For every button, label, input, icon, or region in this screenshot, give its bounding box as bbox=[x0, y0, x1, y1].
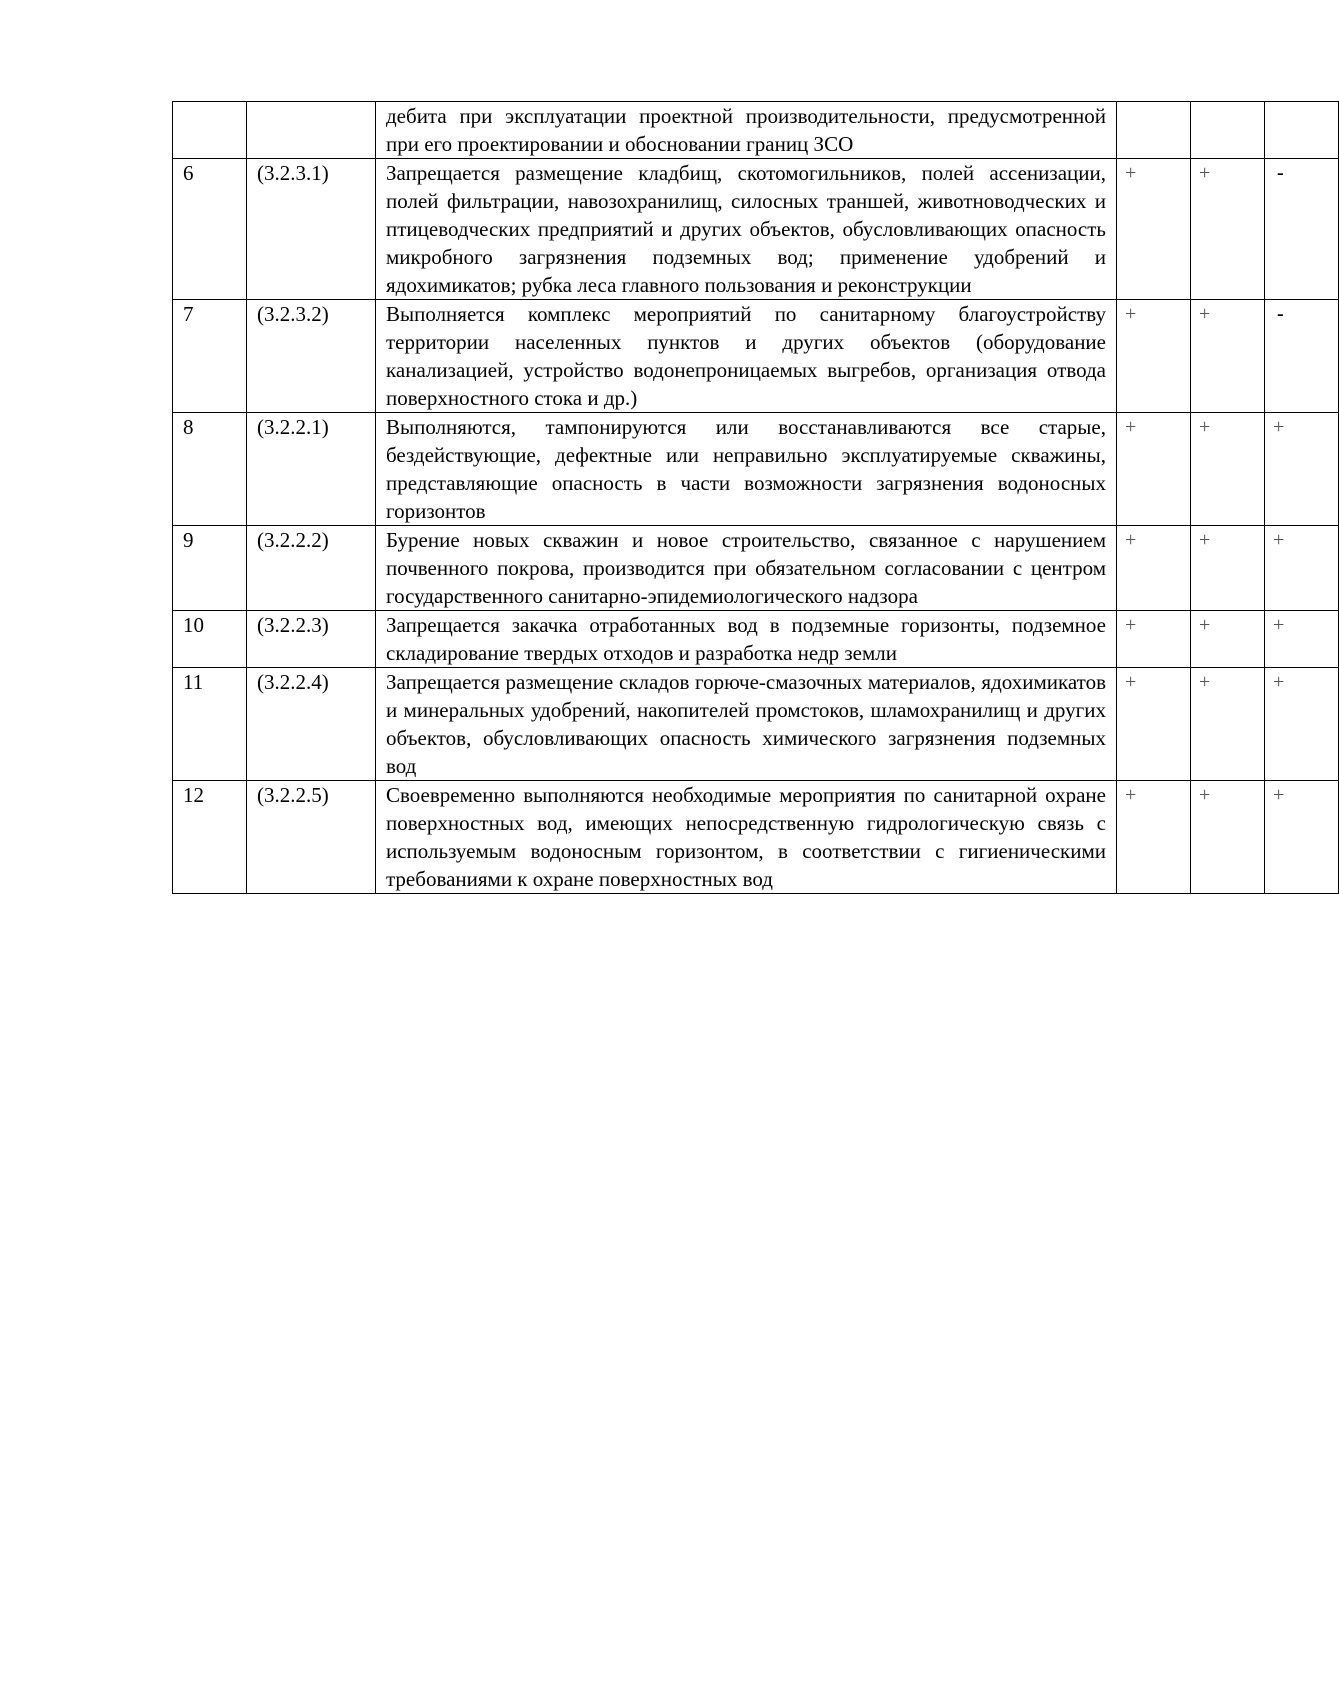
requirement-text-cell: Бурение новых скважин и новое строительство, связанное с нарушением почвенного покрова, производится при обязательном согласовании с центром государственного санитарно-эпидемиологического надзора bbox=[376, 526, 1117, 611]
row-number-cell: 10 bbox=[173, 611, 247, 668]
table-row bbox=[173, 526, 1339, 611]
mark-cell-3 bbox=[1265, 526, 1339, 611]
mark-cell-2 bbox=[1191, 611, 1265, 668]
requirement-text-cell: Запрещается закачка отработанных вод в подземные горизонты, подземное складирование твердых отходов и разработка недр земли bbox=[376, 611, 1117, 668]
mark-cell-1 bbox=[1117, 159, 1191, 300]
mark-cell-1 bbox=[1117, 611, 1191, 668]
mark-cell-1 bbox=[1117, 781, 1191, 894]
table-row bbox=[173, 413, 1339, 526]
mark-3: + bbox=[1273, 614, 1285, 636]
mark-cell-2 bbox=[1191, 781, 1265, 894]
mark-2: + bbox=[1199, 162, 1211, 184]
clause-reference-cell bbox=[247, 102, 376, 159]
table-row bbox=[173, 102, 1339, 159]
row-number-cell: 11 bbox=[173, 668, 247, 781]
mark-2: + bbox=[1199, 529, 1211, 551]
mark-cell-2 bbox=[1191, 668, 1265, 781]
mark-cell-3 bbox=[1265, 102, 1339, 159]
row-number-cell: 7 bbox=[173, 300, 247, 413]
mark-2: + bbox=[1199, 303, 1211, 325]
mark-cell-1 bbox=[1117, 300, 1191, 413]
mark-cell-2 bbox=[1191, 159, 1265, 300]
row-number-cell: 8 bbox=[173, 413, 247, 526]
mark-cell-1 bbox=[1117, 413, 1191, 526]
requirement-text-cell: Запрещается размещение кладбищ, скотомогильников, полей ассенизации, полей фильтрации, навозохранилищ, силосных траншей, животноводческих и птицеводческих предприятий и других объектов, обусловливающих опасность микробного загрязнения подземных вод; применение удобрений и ядохимикатов; рубка леса главного пользования и реконструкции bbox=[376, 159, 1117, 300]
table-row bbox=[173, 781, 1339, 894]
mark-cell-1 bbox=[1117, 526, 1191, 611]
mark-2: + bbox=[1199, 784, 1211, 806]
table-row bbox=[173, 611, 1339, 668]
table-row bbox=[173, 300, 1339, 413]
clause-reference-cell: (3.2.2.5) bbox=[247, 781, 376, 894]
clause-reference-cell: (3.2.3.2) bbox=[247, 300, 376, 413]
mark-3: - bbox=[1277, 303, 1284, 325]
table-row bbox=[173, 668, 1339, 781]
mark-3: + bbox=[1273, 784, 1285, 806]
clause-reference-cell: (3.2.2.4) bbox=[247, 668, 376, 781]
mark-1: + bbox=[1125, 671, 1137, 693]
requirement-text-cell: Выполняются, тампонируются или восстанавливаются все старые, бездействующие, дефектные или неправильно эксплуатируемые скважины, представляющие опасность в части возможности загрязнения водоносных горизонтов bbox=[376, 413, 1117, 526]
mark-cell-2 bbox=[1191, 413, 1265, 526]
mark-1: + bbox=[1125, 784, 1137, 806]
mark-3: - bbox=[1277, 162, 1284, 184]
mark-1: + bbox=[1125, 529, 1137, 551]
mark-cell-3 bbox=[1265, 159, 1339, 300]
mark-2: + bbox=[1199, 416, 1211, 438]
row-number-cell: 9 bbox=[173, 526, 247, 611]
mark-cell-3 bbox=[1265, 781, 1339, 894]
requirement-text-cell: дебита при эксплуатации проектной производительности, предусмотренной при его проектировании и обосновании границ ЗСО bbox=[376, 102, 1117, 159]
clause-reference-cell: (3.2.3.1) bbox=[247, 159, 376, 300]
requirements-table-body bbox=[173, 102, 1339, 894]
table-row bbox=[173, 159, 1339, 300]
mark-3: + bbox=[1273, 671, 1285, 693]
requirement-text-cell: Своевременно выполняются необходимые мероприятия по санитарной охране поверхностных вод, имеющих непосредственную гидрологическую связь с используемым водоносным горизонтом, в соответствии с гигиеническими требованиями к охране поверхностных вод bbox=[376, 781, 1117, 894]
mark-2: + bbox=[1199, 614, 1211, 636]
mark-cell-2 bbox=[1191, 526, 1265, 611]
row-number-cell: 12 bbox=[173, 781, 247, 894]
mark-1: + bbox=[1125, 162, 1137, 184]
mark-cell-2 bbox=[1191, 300, 1265, 413]
mark-2: + bbox=[1199, 671, 1211, 693]
mark-cell-1 bbox=[1117, 668, 1191, 781]
requirements-table bbox=[172, 101, 1339, 894]
clause-reference-cell: (3.2.2.2) bbox=[247, 526, 376, 611]
mark-cell-1 bbox=[1117, 102, 1191, 159]
mark-1: + bbox=[1125, 614, 1137, 636]
mark-cell-2 bbox=[1191, 102, 1265, 159]
row-number-cell: 6 bbox=[173, 159, 247, 300]
mark-3: + bbox=[1273, 416, 1285, 438]
mark-1: + bbox=[1125, 303, 1137, 325]
mark-1: + bbox=[1125, 416, 1137, 438]
row-number-cell bbox=[173, 102, 247, 159]
mark-cell-3 bbox=[1265, 668, 1339, 781]
mark-cell-3 bbox=[1265, 300, 1339, 413]
mark-cell-3 bbox=[1265, 611, 1339, 668]
mark-3: + bbox=[1273, 529, 1285, 551]
requirement-text-cell: Выполняется комплекс мероприятий по санитарному благоустройству территории населенных пунктов и других объектов (оборудование канализацией, устройство водонепроницаемых выгребов, организация отвода поверхностного стока и др.) bbox=[376, 300, 1117, 413]
mark-cell-3 bbox=[1265, 413, 1339, 526]
clause-reference-cell: (3.2.2.1) bbox=[247, 413, 376, 526]
requirement-text-cell: Запрещается размещение складов горюче-смазочных материалов, ядохимикатов и минеральных удобрений, накопителей промстоков, шламохранилищ и других объектов, обусловливающих опасность химического загрязнения подземных вод bbox=[376, 668, 1117, 781]
clause-reference-cell: (3.2.2.3) bbox=[247, 611, 376, 668]
